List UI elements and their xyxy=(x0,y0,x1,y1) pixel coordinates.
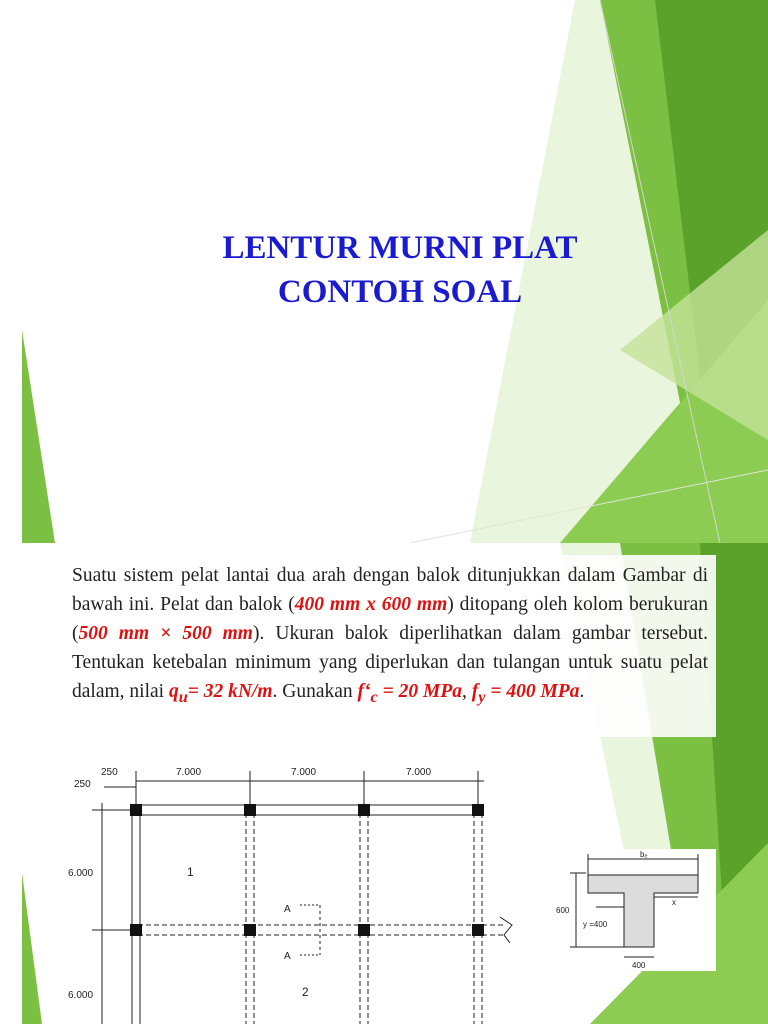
title-line-2: CONTOH SOAL xyxy=(277,274,523,310)
slide-title xyxy=(150,226,650,314)
beam-size: 400 mm x 600 mm xyxy=(294,594,448,615)
t-beam-section-diagram xyxy=(556,849,716,971)
problem-text-6: . xyxy=(579,681,585,702)
y-label: y =400 xyxy=(583,920,608,929)
flange-width-label: bₑ xyxy=(640,850,648,859)
web-width-label: 400 xyxy=(632,961,646,970)
section-mark-bottom: A xyxy=(284,951,291,962)
problem-text-2: ) ditopang oleh kolom berukuran ( xyxy=(72,594,708,644)
load-qu: $q_u= 32$ kN/m xyxy=(168,681,273,706)
panel-label-1: 1 xyxy=(187,865,194,879)
offset-label-2: 250 xyxy=(101,767,118,778)
section-mark-top: A xyxy=(284,904,291,915)
panel-label-2: 2 xyxy=(302,985,309,999)
problem-text-1: Suatu sistem pelat lantai dua arah dengan balok ditunjukkan dalam Gambar di bawah ini. Pelat dan balok ( xyxy=(72,565,708,615)
offset-label-1: 250 xyxy=(74,779,91,790)
problem-text-4: . Gunakan xyxy=(272,681,358,702)
problem-text-3: ). Ukuran balok diperlihatkan dalam gambar tersebut. Tentukan ketebalan minimum yang diperlukan dan tulangan untuk suatu pelat dalam, nilai xyxy=(72,623,708,702)
problem-slide xyxy=(0,543,768,1024)
span-x-label-2: 7.000 xyxy=(291,767,317,778)
steel-strength: $f_y = 400$ MPa xyxy=(471,681,580,706)
problem-text xyxy=(72,561,708,712)
depth-label: 600 xyxy=(556,906,570,915)
x-label: x xyxy=(672,898,676,907)
span-y-label-1: 6.000 xyxy=(68,868,94,879)
span-y-label-2: 6.000 xyxy=(68,990,94,1001)
floor-plan-diagram xyxy=(64,753,544,1024)
column-size: 500 mm × 500 mm xyxy=(78,623,253,644)
span-x-label-3: 7.000 xyxy=(406,767,432,778)
concrete-strength: $f‘_c = 20$ MPa xyxy=(357,681,463,706)
problem-text-5: , xyxy=(462,681,472,702)
span-x-label-1: 7.000 xyxy=(176,767,202,778)
title-line-1: LENTUR MURNI PLAT xyxy=(222,230,578,266)
